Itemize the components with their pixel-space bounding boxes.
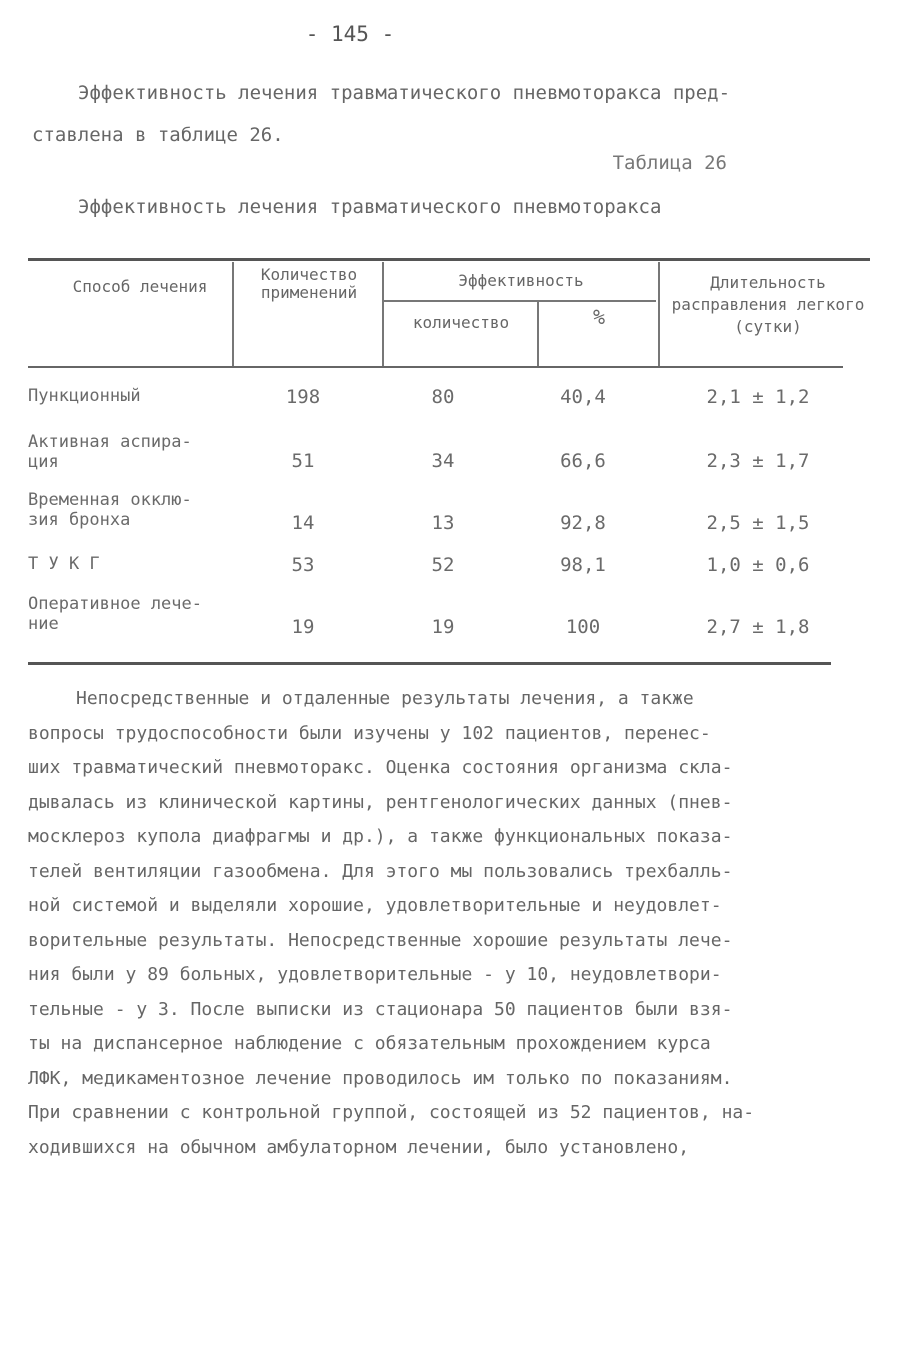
body-line: ты на диспансерное наблюдение с обязательным прохождением курса xyxy=(28,1033,711,1054)
table-number: Таблица 26 xyxy=(612,152,727,174)
header-count: Количество применений xyxy=(260,265,358,302)
body-line: телей вентиляции газообмена. Для этого мы пользовались трехбалль- xyxy=(28,860,733,882)
cell-method: Т У К Г xyxy=(28,554,100,574)
cell-count: 53 xyxy=(291,554,315,576)
body-line: тельные - у 3. После выписки из стационара 50 пациентов были взя- xyxy=(28,998,733,1020)
cell-eff-count: 19 xyxy=(431,616,455,638)
intro-paragraph xyxy=(32,72,838,156)
body-line: москлероз купола диафрагмы и др.), а также функциональных показа- xyxy=(28,826,733,847)
cell-duration: 2,5 ± 1,5 xyxy=(706,512,810,534)
header-method: Способ лечения xyxy=(72,277,208,296)
header-duration: Длительность расправления легкого (сутки) xyxy=(671,273,865,336)
cell-method: Временная окклю- зия бронха xyxy=(28,490,192,530)
header-bottom-rule xyxy=(28,366,843,368)
body-line: При сравнении с контрольной группой, состоящей из 52 пациентов, на- xyxy=(28,1102,755,1123)
cell-count: 198 xyxy=(285,386,321,408)
table-title: Эффективность лечения травматического пневмоторакса xyxy=(78,196,662,218)
cell-count: 19 xyxy=(291,616,315,638)
cell-percent: 100 xyxy=(565,616,601,638)
header-percent: % xyxy=(592,305,606,329)
body-line: ния были у 89 больных, удовлетворительные - у 10, неудовлетвори- xyxy=(28,964,722,985)
table-bottom-rule xyxy=(28,662,831,665)
cell-count: 14 xyxy=(291,512,315,534)
header-effectiveness: Эффективность xyxy=(458,271,584,290)
cell-method: Оперативное лече- ние xyxy=(28,594,202,634)
cell-percent: 92,8 xyxy=(560,512,606,534)
body-line: дывалась из клинической картины, рентгенологических данных (пнев- xyxy=(28,791,733,813)
body-line: ших травматический пневмоторакс. Оценка состояния организма скла- xyxy=(28,757,733,778)
cell-method: Активная аспира- ция xyxy=(28,432,192,472)
cell-duration: 2,7 ± 1,8 xyxy=(706,616,810,638)
cell-duration: 1,0 ± 0,6 xyxy=(706,554,810,576)
header-subrule xyxy=(384,300,656,302)
cell-percent: 98,1 xyxy=(560,554,606,576)
table-top-rule xyxy=(28,258,870,261)
cell-percent: 66,6 xyxy=(560,450,606,472)
body-line: ходившихся на обычном амбулаторном лечении, было установлено, xyxy=(28,1136,690,1158)
effectiveness-table xyxy=(28,258,870,670)
cell-percent: 40,4 xyxy=(560,386,606,408)
cell-duration: 2,3 ± 1,7 xyxy=(706,450,810,472)
cell-count: 51 xyxy=(291,450,315,472)
cell-duration: 2,1 ± 1,2 xyxy=(706,386,810,408)
page-number: - 145 - xyxy=(305,22,395,46)
body-line: вопросы трудоспособности были изучены у 102 пациентов, перенес- xyxy=(28,722,711,744)
intro-line: ставлена в таблице 26. xyxy=(32,124,284,146)
body-line: Непосредственные и отдаленные результаты лечения, а также xyxy=(76,688,694,709)
intro-line: Эффективность лечения травматического пневмоторакса пред- xyxy=(78,82,731,104)
body-paragraph xyxy=(28,682,870,1165)
cell-method: Пункционный xyxy=(28,386,141,406)
body-line: ЛФК, медикаментозное лечение проводилось им только по показаниям. xyxy=(28,1067,733,1089)
cell-eff-count: 80 xyxy=(431,386,455,408)
body-line: ворительные результаты. Непосредственные хорошие результаты лече- xyxy=(28,929,733,951)
column-divider xyxy=(537,302,539,366)
column-divider xyxy=(658,262,660,366)
cell-eff-count: 13 xyxy=(431,512,455,534)
body-line: ной системой и выделяли хорошие, удовлетворительные и неудовлет- xyxy=(28,895,722,916)
cell-eff-count: 52 xyxy=(431,554,455,576)
cell-eff-count: 34 xyxy=(431,450,455,472)
header-eff-count: количество xyxy=(412,313,510,332)
